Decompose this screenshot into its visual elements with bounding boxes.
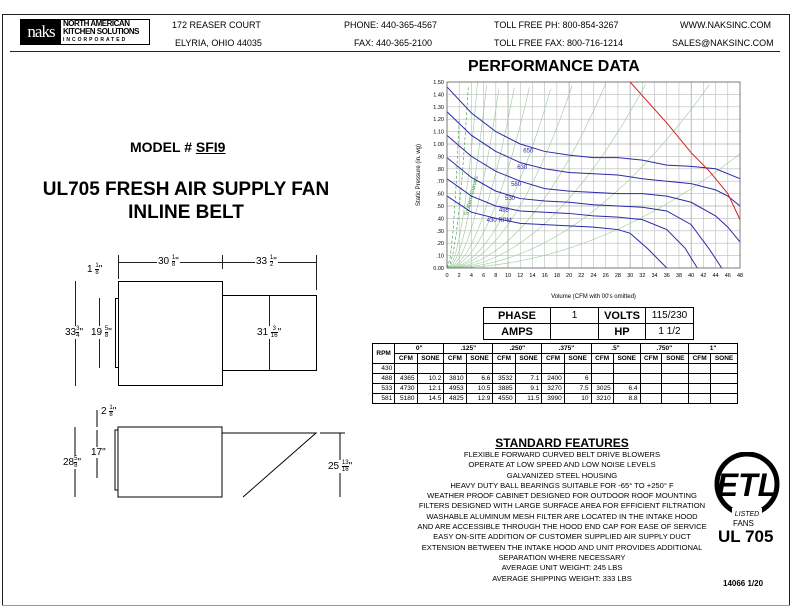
table-cell [640, 374, 662, 384]
cfm-header: CFM [542, 354, 564, 364]
table-cell: 3810 [444, 374, 466, 384]
rpm-cell: 581 [373, 394, 395, 404]
x-tick-label: 40 [688, 273, 695, 279]
table-cell [662, 394, 689, 404]
table-cell: 3885 [493, 384, 515, 394]
curve-label: 630 [517, 164, 528, 171]
table-cell: 2400 [542, 374, 564, 384]
side-view-lines [0, 0, 372, 612]
rpm-cell: 533 [373, 384, 395, 394]
system-curve [447, 88, 514, 268]
y-tick-label: 1.00 [433, 142, 444, 148]
fax: FAX: 440-365-2100 [354, 38, 433, 48]
sone-header: SONE [417, 354, 444, 364]
feature-item: AND ARE ACCESSIBLE THROUGH THE HOOD END CAP FOR EASE OF SERVICE [417, 522, 707, 532]
x-tick-label: 32 [639, 273, 646, 279]
table-cell [613, 374, 640, 384]
sone-header: SONE [564, 354, 591, 364]
table-cell [542, 364, 564, 374]
table-cell [591, 364, 613, 374]
feature-item: FILTERS DESIGNED WITH LARGE SURFACE AREA FOR EFFICIENT FILTRATION [418, 501, 706, 511]
system-curve-label: System Curves [463, 175, 481, 217]
table-cell [395, 364, 417, 374]
x-axis-label: Volume (CFM with 00's omitted) [551, 294, 636, 300]
table-cell [466, 364, 493, 374]
volts-label: VOLTS [599, 308, 646, 324]
x-tick-label: 2 [457, 273, 461, 279]
product-subtitle: INLINE BELT [128, 202, 244, 223]
logo-line3: INCORPORATED [63, 37, 128, 43]
x-tick-label: 16 [541, 273, 548, 279]
table-cell [711, 394, 738, 404]
x-tick-label: 44 [712, 273, 719, 279]
table-cell: 3270 [542, 384, 564, 394]
table-cell [640, 394, 662, 404]
pressure-header: 1" [689, 344, 738, 354]
system-curve [447, 85, 487, 268]
cfm-header: CFM [444, 354, 466, 364]
dim-hood-height: 25 $\frac{13}{16}$ " [328, 460, 353, 473]
y-tick-label: 1.30 [433, 104, 444, 111]
y-tick-label: 1.50 [433, 80, 444, 86]
svg-text:ETL: ETL [716, 467, 778, 503]
feature-item: WASHABLE ALUMINUM MESH FILTER ARE LOCATED IN THE INTAKE HOOD [426, 511, 698, 521]
sone-header: SONE [662, 354, 689, 364]
pressure-header: .125" [444, 344, 493, 354]
x-tick-label: 6 [482, 273, 486, 279]
phase-label: PHASE [484, 308, 551, 324]
email-link[interactable]: SALES@NAKSINC.COM [672, 38, 774, 48]
logo-mark: naks [21, 20, 61, 44]
x-tick-label: 46 [724, 273, 731, 279]
sone-header: SONE [466, 354, 493, 364]
table-cell [689, 394, 711, 404]
table-cell: 7.5 [564, 384, 591, 394]
dim-side-height: 28 $\frac{5}{8}$ " [63, 456, 82, 469]
x-tick-label: 26 [602, 273, 609, 279]
amps-label: AMPS [484, 324, 551, 340]
cfm-header: CFM [591, 354, 613, 364]
rpm-cell: 430 [373, 364, 395, 374]
table-cell [662, 374, 689, 384]
feature-item: SEPARATION WHERE NECESSARY [498, 552, 626, 562]
y-tick-label: 1.40 [433, 92, 444, 99]
y-tick-label: .90 [436, 154, 444, 161]
sone-header: SONE [711, 354, 738, 364]
pressure-header: .5" [591, 344, 640, 354]
y-tick-label: .60 [436, 191, 444, 198]
hp-value: 1 1/2 [646, 324, 694, 340]
feature-item: GALVANIZED STEEL HOUSING [506, 470, 618, 480]
phone: PHONE: 440-365-4567 [344, 20, 438, 30]
x-tick-label: 28 [614, 273, 621, 279]
table-row [373, 384, 738, 394]
x-tick-label: 10 [504, 273, 512, 279]
table-cell [711, 374, 738, 384]
address-line2: ELYRIA, OHIO 44035 [175, 38, 262, 48]
table-cell: 4953 [444, 384, 466, 394]
tollfree-fax: TOLL FREE FAX: 800-716-1214 [494, 38, 624, 48]
features-heading: STANDARD FEATURES [495, 436, 629, 450]
table-cell: 5180 [395, 394, 417, 404]
feature-item: EXTENSION BETWEEN THE INTAKE HOOD AND UNIT PROVIDES ADDITIONAL [421, 542, 703, 552]
x-tick-label: 8 [494, 273, 498, 279]
table-cell: 7.1 [515, 374, 542, 384]
cfm-header: CFM [493, 354, 515, 364]
table-cell [662, 384, 689, 394]
curve-label: 650 [523, 148, 534, 155]
hp-label: HP [599, 324, 646, 340]
volts-value: 115/230 [646, 308, 694, 324]
table-cell: 4730 [395, 384, 417, 394]
feature-item: WEATHER PROOF CABINET DESIGNED FOR OUTDOOR ROOF MOUNTING [427, 491, 697, 501]
y-tick-label: .50 [436, 204, 444, 210]
svg-text:LISTED: LISTED [734, 511, 760, 518]
cfm-header: CFM [395, 354, 417, 364]
rpm-cell: 488 [373, 374, 395, 384]
document-code: 14066 1/20 [723, 579, 764, 588]
pressure-header: 0" [395, 344, 444, 354]
table-cell [689, 374, 711, 384]
table-cell: 3532 [493, 374, 515, 384]
performance-table [372, 343, 738, 404]
table-cell: 14.5 [417, 394, 444, 404]
x-tick-label: 24 [590, 273, 597, 279]
feature-item: AVERAGE SHIPPING WEIGHT: 333 LBS [492, 573, 632, 583]
x-tick-label: 36 [663, 273, 670, 279]
model-value: SFI9 [195, 139, 226, 155]
table-cell [515, 364, 542, 374]
table-cell: 4550 [493, 394, 515, 404]
pressure-header: .375" [542, 344, 591, 354]
curve-label: 530 [504, 195, 516, 202]
cert-standard: UL 705 [718, 527, 774, 546]
table-cell: 6.6 [466, 374, 493, 384]
fan-curve [447, 158, 722, 268]
performance-title: PERFORMANCE DATA [468, 58, 640, 75]
sone-header: SONE [613, 354, 640, 364]
table-cell: 11.5 [515, 394, 542, 404]
rpm-header: RPM [373, 344, 395, 364]
table-cell: 4365 [395, 374, 417, 384]
y-tick-label: .30 [436, 228, 444, 235]
electrical-table [483, 307, 694, 340]
table-cell [689, 364, 711, 374]
x-tick-label: 0 [445, 273, 449, 279]
feature-item: FLEXIBLE FORWARD CURVED BELT DRIVE BLOWERS [463, 450, 661, 459]
y-tick-label: 1.10 [433, 129, 444, 136]
x-tick-label: 4 [469, 273, 473, 279]
x-tick-label: 18 [553, 273, 560, 279]
x-tick-label: 48 [736, 273, 744, 279]
website-link[interactable]: WWW.NAKSINC.COM [680, 20, 771, 30]
system-curve [447, 89, 551, 268]
dim-unit-length: 30 $\frac{1}{8}$ " [158, 255, 179, 268]
table-cell [564, 364, 591, 374]
etl-listed-logo [712, 452, 782, 518]
curve-label: 485 [498, 208, 509, 215]
dim-hood-width: 31 $\frac{3}{16}$ " [257, 326, 282, 339]
table-cell [640, 364, 662, 374]
curve-label: 430 RPM [486, 218, 512, 225]
address-line1: 172 REASER COURT [172, 20, 261, 30]
dim-height: 33 $\frac{3}{4}$ " [65, 326, 84, 339]
table-row [373, 374, 738, 384]
y-tick-label: .20 [436, 241, 444, 248]
table-cell [417, 364, 444, 374]
x-tick-label: 22 [578, 273, 585, 279]
fan-curve [447, 179, 697, 268]
dim-hood-length: 33 $\frac{1}{2}$ " [256, 255, 277, 268]
dim-side-opening: 17" [91, 447, 106, 458]
page-right-border [789, 14, 790, 606]
table-cell: 12.9 [466, 394, 493, 404]
pressure-header: .250" [493, 344, 542, 354]
x-tick-label: 42 [700, 273, 707, 279]
feature-item: EASY ON-SITE ADDITION OF CUSTOMER SUPPLIED AIR SUPPLY DUCT [433, 532, 691, 542]
y-tick-label: .80 [436, 166, 444, 173]
system-curve [447, 85, 709, 268]
x-tick-label: 20 [566, 273, 573, 279]
table-cell [640, 384, 662, 394]
dim-opening: 19 $\frac{5}{8}$ " [91, 326, 112, 339]
y-tick-label: 1.20 [433, 117, 444, 124]
system-curve [447, 86, 468, 268]
table-cell: 9.1 [515, 384, 542, 394]
table-cell: 6.4 [613, 384, 640, 394]
performance-chart [400, 75, 750, 300]
table-cell: 10.5 [466, 384, 493, 394]
feature-item: OPERATE AT LOW SPEED AND LOW NOISE LEVELS [468, 460, 656, 470]
cfm-header: CFM [689, 354, 711, 364]
table-cell [493, 364, 515, 374]
phase-value: 1 [551, 308, 599, 324]
tollfree-phone: TOLL FREE PH: 800-854-3267 [494, 20, 619, 30]
y-axis-label: Static Pressure (in. wg) [416, 143, 422, 207]
fan-curve [630, 82, 740, 220]
table-cell: 12.1 [417, 384, 444, 394]
table-row [373, 394, 738, 404]
system-curve [447, 84, 606, 268]
logo-line1: NORTH AMERICAN [63, 19, 130, 28]
y-tick-label: .70 [436, 179, 444, 186]
model-label: MODEL # [130, 139, 192, 155]
x-tick-label: 34 [651, 273, 658, 279]
table-cell: 10.2 [417, 374, 444, 384]
table-cell: 10 [564, 394, 591, 404]
table-row [373, 364, 738, 374]
logo-line2: KITCHEN SOLUTIONS [63, 27, 139, 36]
standard-features [372, 436, 752, 584]
cert-category: FANS [733, 519, 754, 528]
y-tick-label: .40 [436, 216, 444, 223]
cfm-header: CFM [640, 354, 662, 364]
y-tick-label: 0.00 [433, 266, 444, 272]
feature-item: AVERAGE UNIT WEIGHT: 245 LBS [501, 563, 623, 573]
table-cell [689, 384, 711, 394]
dim-offset: 2 $\frac{1}{8}$ " [101, 405, 117, 418]
table-cell: 4825 [444, 394, 466, 404]
pressure-header: .750" [640, 344, 689, 354]
y-tick-label: .10 [436, 253, 444, 260]
x-tick-label: 30 [627, 273, 634, 279]
table-cell: 6 [564, 374, 591, 384]
table-cell: 3025 [591, 384, 613, 394]
x-tick-label: 12 [517, 273, 524, 279]
amps-value [551, 324, 599, 340]
sone-header: SONE [515, 354, 542, 364]
table-cell: 3990 [542, 394, 564, 404]
feature-item: HEAVY DUTY BALL BEARINGS SUITABLE FOR -65° TO +250° F [450, 480, 674, 490]
table-cell: 3210 [591, 394, 613, 404]
table-cell [662, 364, 689, 374]
x-tick-label: 14 [529, 273, 536, 279]
dim-flange: 1 $\frac{1}{8}$ " [87, 263, 103, 276]
table-cell [711, 384, 738, 394]
table-cell [591, 374, 613, 384]
table-cell [613, 364, 640, 374]
curve-label: 580 [511, 182, 522, 189]
table-cell [711, 364, 738, 374]
x-tick-label: 38 [675, 273, 683, 279]
product-title: UL705 FRESH AIR SUPPLY FAN [42, 179, 330, 200]
table-cell: 8.8 [613, 394, 640, 404]
table-cell [444, 364, 466, 374]
